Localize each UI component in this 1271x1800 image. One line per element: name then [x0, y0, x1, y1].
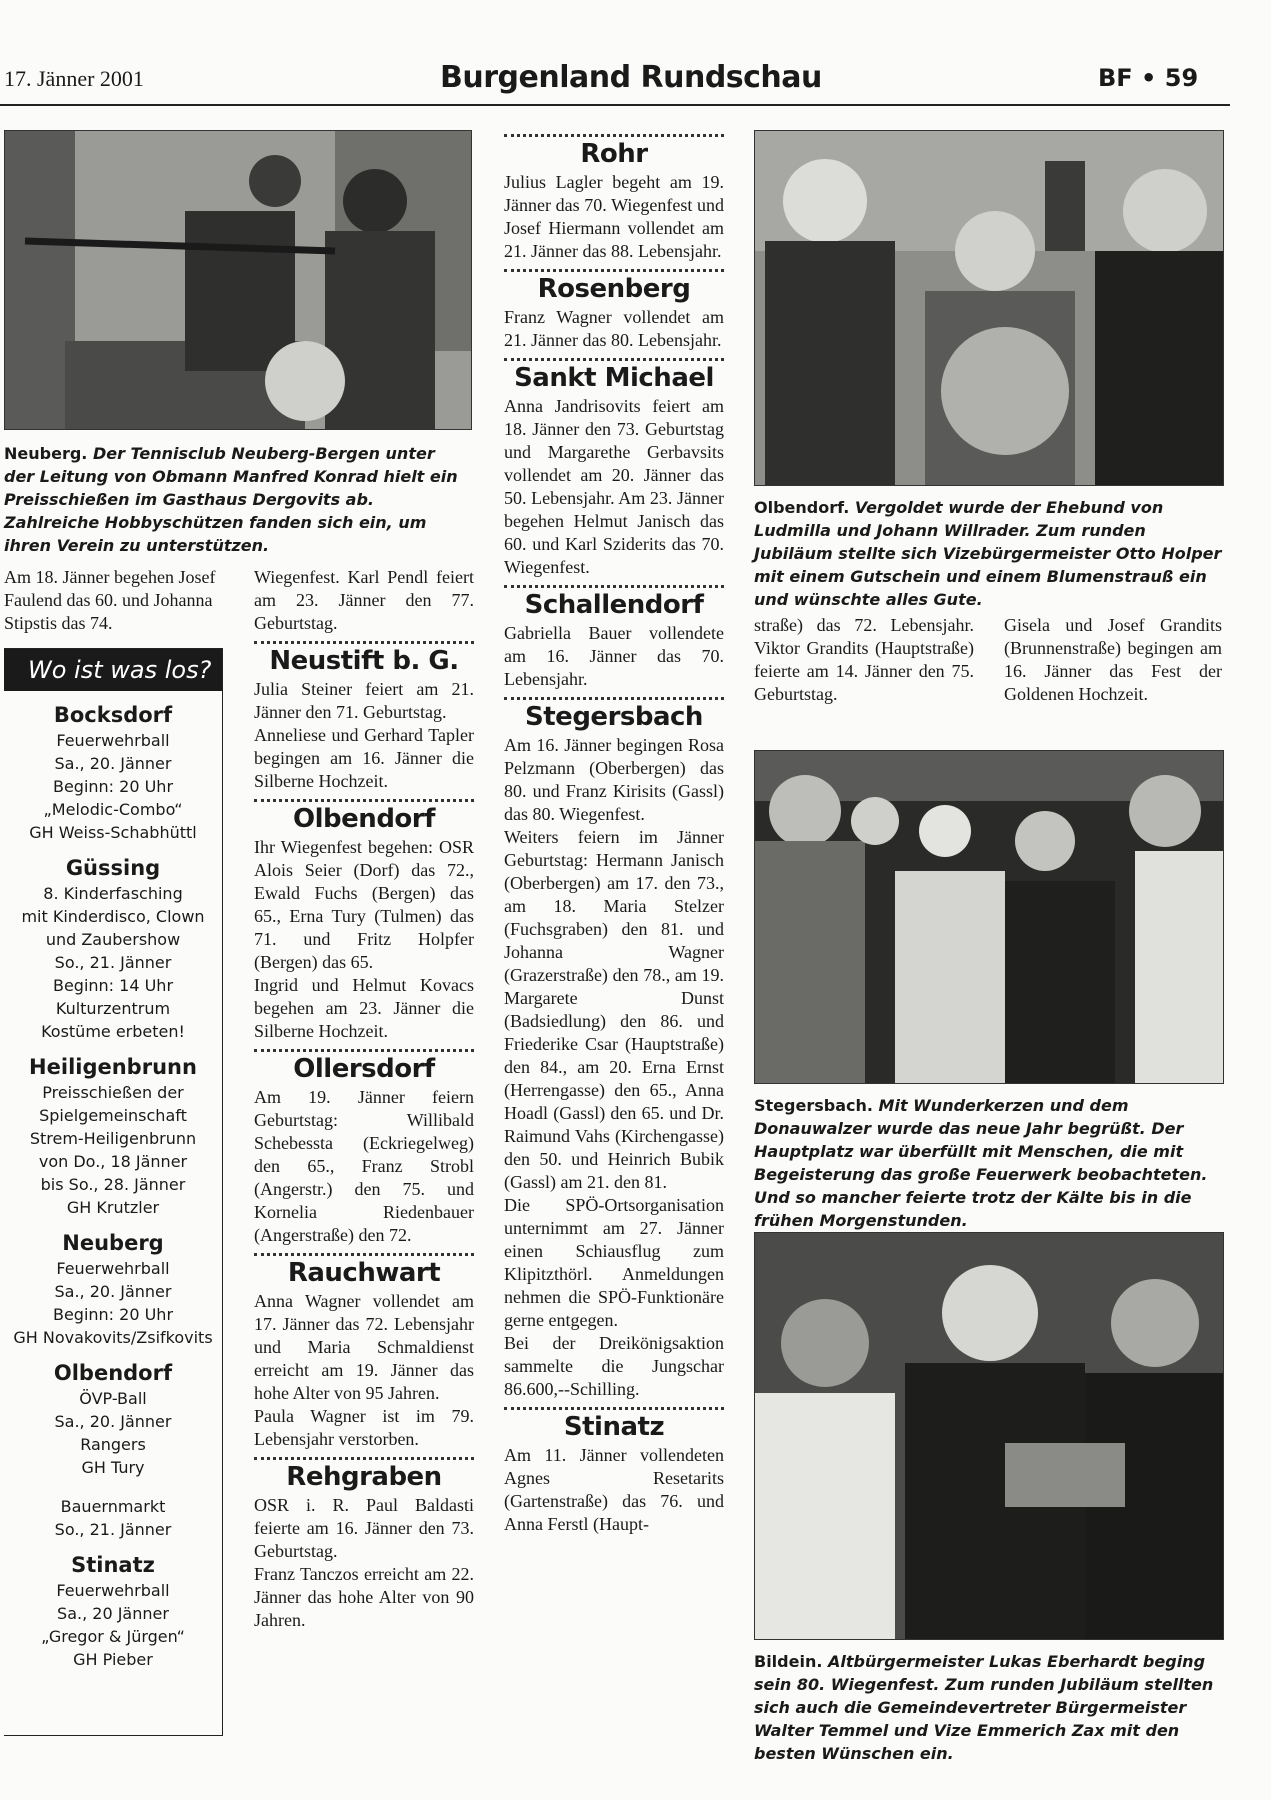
event-line: Rangers [80, 1435, 146, 1454]
event-line: So., 21. Jänner [54, 953, 172, 972]
article-paragraph: Anna Jandrisovits feiert am 18. Jänner den 73. Geburtstag und Margarethe Gerbavsits vollendet am 20. Jänner das 50. Lebensjahr. Am 23. Jänner begehen Helmut Janisch das 60. und Karl Sziderits das 70. Wiegenfest. [504, 396, 724, 577]
event-line: GH Tury [81, 1458, 145, 1477]
article-paragraph: Ingrid und Helmut Kovacs begehen am 23. Jänner die Silberne Hochzeit. [254, 975, 474, 1041]
town-heading: Rohr [580, 139, 648, 169]
event-line: bis So., 28. Jänner [40, 1175, 186, 1194]
event-line: Beginn: 20 Uhr [52, 1305, 174, 1324]
event-place: Bocksdorf [53, 703, 173, 727]
event-line: Sa., 20. Jänner [54, 754, 172, 773]
event-line: Preisschießen der [42, 1083, 184, 1102]
header-page-number: BF • 59 [1098, 64, 1199, 92]
event-line: Feuerwehrball [56, 731, 170, 750]
caption-place: Olbendorf. [754, 498, 850, 517]
article-paragraph: Gabriella Bauer vollendete am 16. Jänner das 70. Lebensjahr. [504, 623, 724, 689]
photo-bildein [754, 1232, 1224, 1640]
article-paragraph: Anneliese und Gerhard Tapler begingen am 16. Jänner die Silberne Hochzeit. [254, 725, 474, 791]
article-paragraph: Bei der Dreikönigsaktion sammelte die Jungschar 86.600,--Schilling. [504, 1333, 724, 1399]
event-place: Neuberg [62, 1231, 164, 1255]
town-heading: Olbendorf [293, 804, 435, 834]
event-line: Strem-Heiligenbrunn [29, 1129, 197, 1148]
event-line: „Gregor & Jürgen“ [41, 1627, 185, 1646]
column-2 [254, 566, 474, 1632]
event-line: Beginn: 14 Uhr [52, 976, 174, 995]
col3-sections [504, 134, 724, 1536]
article-paragraph: Franz Tanczos erreicht am 22. Jänner das hohe Alter von 90 Jahren. [254, 1564, 474, 1630]
event-line: So., 21. Jänner [54, 1520, 172, 1539]
col1-intro: Am 18. Jänner begehen Josef Faulend das 60. und Johanna Stipstis das 74. [4, 567, 216, 633]
town-heading: Rauchwart [287, 1258, 441, 1288]
caption-place: Neuberg. [4, 444, 88, 463]
town-heading: Rehgraben [286, 1462, 442, 1492]
event-line [4, 1479, 222, 1495]
event-line: GH Pieber [73, 1650, 153, 1669]
event-line: GH Novakovits/Zsifkovits [13, 1328, 213, 1347]
photo-stegersbach [754, 750, 1224, 1084]
caption-bildein [754, 1650, 1222, 1765]
article-paragraph: Paula Wagner ist im 79. Lebensjahr verstorben. [254, 1406, 474, 1449]
caption-neuberg [4, 442, 470, 557]
article-paragraph: Am 19. Jänner feiern Geburtstag: Willibald Schebessta (Eckriegelweg) den 65., Franz Strobl (Angerstr.) den 75. und Kornelia Riedenbauer (Angerstraße) den 72. [254, 1087, 474, 1245]
event-line: „Melodic-Combo“ [43, 800, 183, 819]
event-line: und Zaubershow [45, 930, 181, 949]
town-heading: Stegersbach [525, 702, 703, 732]
caption-place: Bildein. [754, 1652, 823, 1671]
column-3 [504, 128, 724, 1536]
event-line: Feuerwehrball [56, 1581, 170, 1600]
col2-intro: Wiegenfest. Karl Pendl feiert am 23. Jänner den 77. Geburtstag. [254, 567, 474, 633]
photo-neuberg [4, 130, 472, 430]
caption-text: Mit Wunderkerzen und dem Donauwalzer wurde das neue Jahr begrüßt. Der Hauptplatz war überfüllt mit Menschen, die mit Begeisterung das große Feuerwerk beobachteten. Und so mancher feierte trotz der Kälte bis in die frühen Morgenstunden. [754, 1096, 1208, 1230]
header-date: 17. Jänner 2001 [4, 66, 144, 91]
caption-stegersbach [754, 1094, 1222, 1232]
events-box [4, 648, 223, 1736]
events-box-title: Wo ist was los? [4, 649, 222, 691]
article-paragraph: Anna Wagner vollendet am 17. Jänner das 72. Lebensjahr und Maria Schmaldienst erreicht am 19. Jänner das hohe Alter von 95 Jahren. [254, 1291, 474, 1403]
article-paragraph: Weiters feiern im Jänner Geburtstag: Hermann Janisch (Oberbergen) am 17. den 73., am 18. Maria Stelzer (Fuchsgraben) den 81. und Johanna Wagner (Grazerstraße) den 78., am 19. Margarete Dunst (Badsiedlung) den 86. und Friederike Csar (Hauptstraße) den 84., am 20. Erna Ernst (Herrengasse) den 65., Anna Hoadl (Gassl) den 65. und Dr. Raimund Vahs (Kirchengasse) den 50. und Heinrich Bubik (Gassl) am 21. den 81. [504, 827, 724, 1192]
article-paragraph: Franz Wagner vollendet am 21. Jänner das 80. Lebensjahr. [504, 307, 724, 350]
event-line: Kostüme erbeten! [41, 1022, 185, 1041]
town-heading: Stinatz [563, 1412, 665, 1442]
header-title: Burgenland Rundschau [440, 60, 822, 95]
event-line: 8. Kinderfasching [43, 884, 183, 903]
col5-text: Gisela und Josef Grandits (Brunnenstraße) begingen am 16. Jänner das Fest der Goldenen Hochzeit. [1004, 615, 1222, 704]
caption-text: Der Tennisclub Neuberg-Bergen unter der Leitung von Obmann Manfred Konrad hielt ein Preisschießen im Gasthaus Dergovits ab. Zahlreiche Hobbyschützen fanden sich ein, um ihren Verein zu unterstützen. [4, 444, 458, 555]
town-heading: Ollersdorf [293, 1054, 435, 1084]
article-paragraph: OSR i. R. Paul Baldasti feierte am 16. Jänner den 73. Geburtstag. [254, 1495, 474, 1561]
event-line: Beginn: 20 Uhr [52, 777, 174, 796]
article-paragraph: Julia Steiner feiert am 21. Jänner den 71. Geburtstag. [254, 679, 474, 722]
town-heading: Rosenberg [537, 274, 691, 304]
event-line: Sa., 20. Jänner [54, 1282, 172, 1301]
caption-text: Vergoldet wurde der Ehebund von Ludmilla und Johann Willrader. Zum runden Jubiläum stellte sich Vizebürgermeister Otto Holper mit einem Gutschein und einem Blumenstrauß ein und wünschte alles Gute. [754, 498, 1222, 609]
event-line: Kulturzentrum [55, 999, 171, 1018]
event-line: Feuerwehrball [56, 1259, 170, 1278]
article-paragraph: Am 16. Jänner begingen Rosa Pelzmann (Oberbergen) das 80. und Franz Kirisits (Gassl) das 80. Wiegenfest. [504, 735, 724, 824]
col4-text: straße) das 72. Lebensjahr. Viktor Grandits (Hauptstraße) feierte am 14. Jänner den 75. Geburtstag. [754, 615, 974, 704]
article-paragraph: Ihr Wiegenfest begehen: OSR Alois Seier (Dorf) das 72., Ewald Fuchs (Bergen) das 65., Erna Tury (Tulmen) das 71. und Fritz Holpfer (Bergen) das 65. [254, 837, 474, 972]
event-line: GH Weiss-Schabhüttl [29, 823, 197, 842]
event-line: Spielgemeinschaft [39, 1106, 187, 1125]
town-heading: Sankt Michael [514, 363, 714, 393]
event-line: Sa., 20. Jänner [54, 1412, 172, 1431]
events-list [4, 701, 222, 1671]
page-header [0, 58, 1230, 106]
caption-text: Altbürgermeister Lukas Eberhardt beging sein 80. Wiegenfest. Zum runden Jubiläum stellten sich auch die Gemeindevertreter Bürgermeister Walter Temmel und Vize Emmerich Zax mit den besten Wünschen ein. [754, 1652, 1214, 1763]
event-place: Güssing [65, 856, 161, 880]
article-paragraph: Julius Lagler begeht am 19. Jänner das 70. Wiegenfest und Josef Hiermann vollendet am 21. Jänner das 88. Lebensjahr. [504, 172, 724, 261]
event-line: Bauernmarkt [60, 1497, 166, 1516]
event-line: Sa., 20 Jänner [57, 1604, 169, 1623]
event-line: mit Kinderdisco, Clown [21, 907, 205, 926]
town-heading: Neustift b. G. [269, 646, 459, 676]
article-paragraph: Am 11. Jänner vollendeten Agnes Resetarits (Gartenstraße) das 76. und Anna Ferstl (Haupt- [504, 1445, 724, 1534]
event-line: von Do., 18 Jänner [38, 1152, 188, 1171]
event-line: GH Krutzler [66, 1198, 160, 1217]
event-line: ÖVP-Ball [79, 1389, 147, 1408]
event-place: Heiligenbrunn [29, 1055, 197, 1079]
caption-olbendorf [754, 496, 1222, 611]
event-place: Olbendorf [53, 1361, 173, 1385]
col2-sections [254, 641, 474, 1632]
caption-place: Stegersbach. [754, 1096, 873, 1115]
event-place: Stinatz [71, 1553, 155, 1577]
town-heading: Schallendorf [524, 590, 704, 620]
photo-olbendorf [754, 130, 1224, 486]
article-paragraph: Die SPÖ-Ortsorganisation unternimmt am 27. Jänner einen Schiausflug zum Klipitzthörl. Anmeldungen nehmen die SPÖ-Funktionäre gerne entgegen. [504, 1195, 724, 1330]
